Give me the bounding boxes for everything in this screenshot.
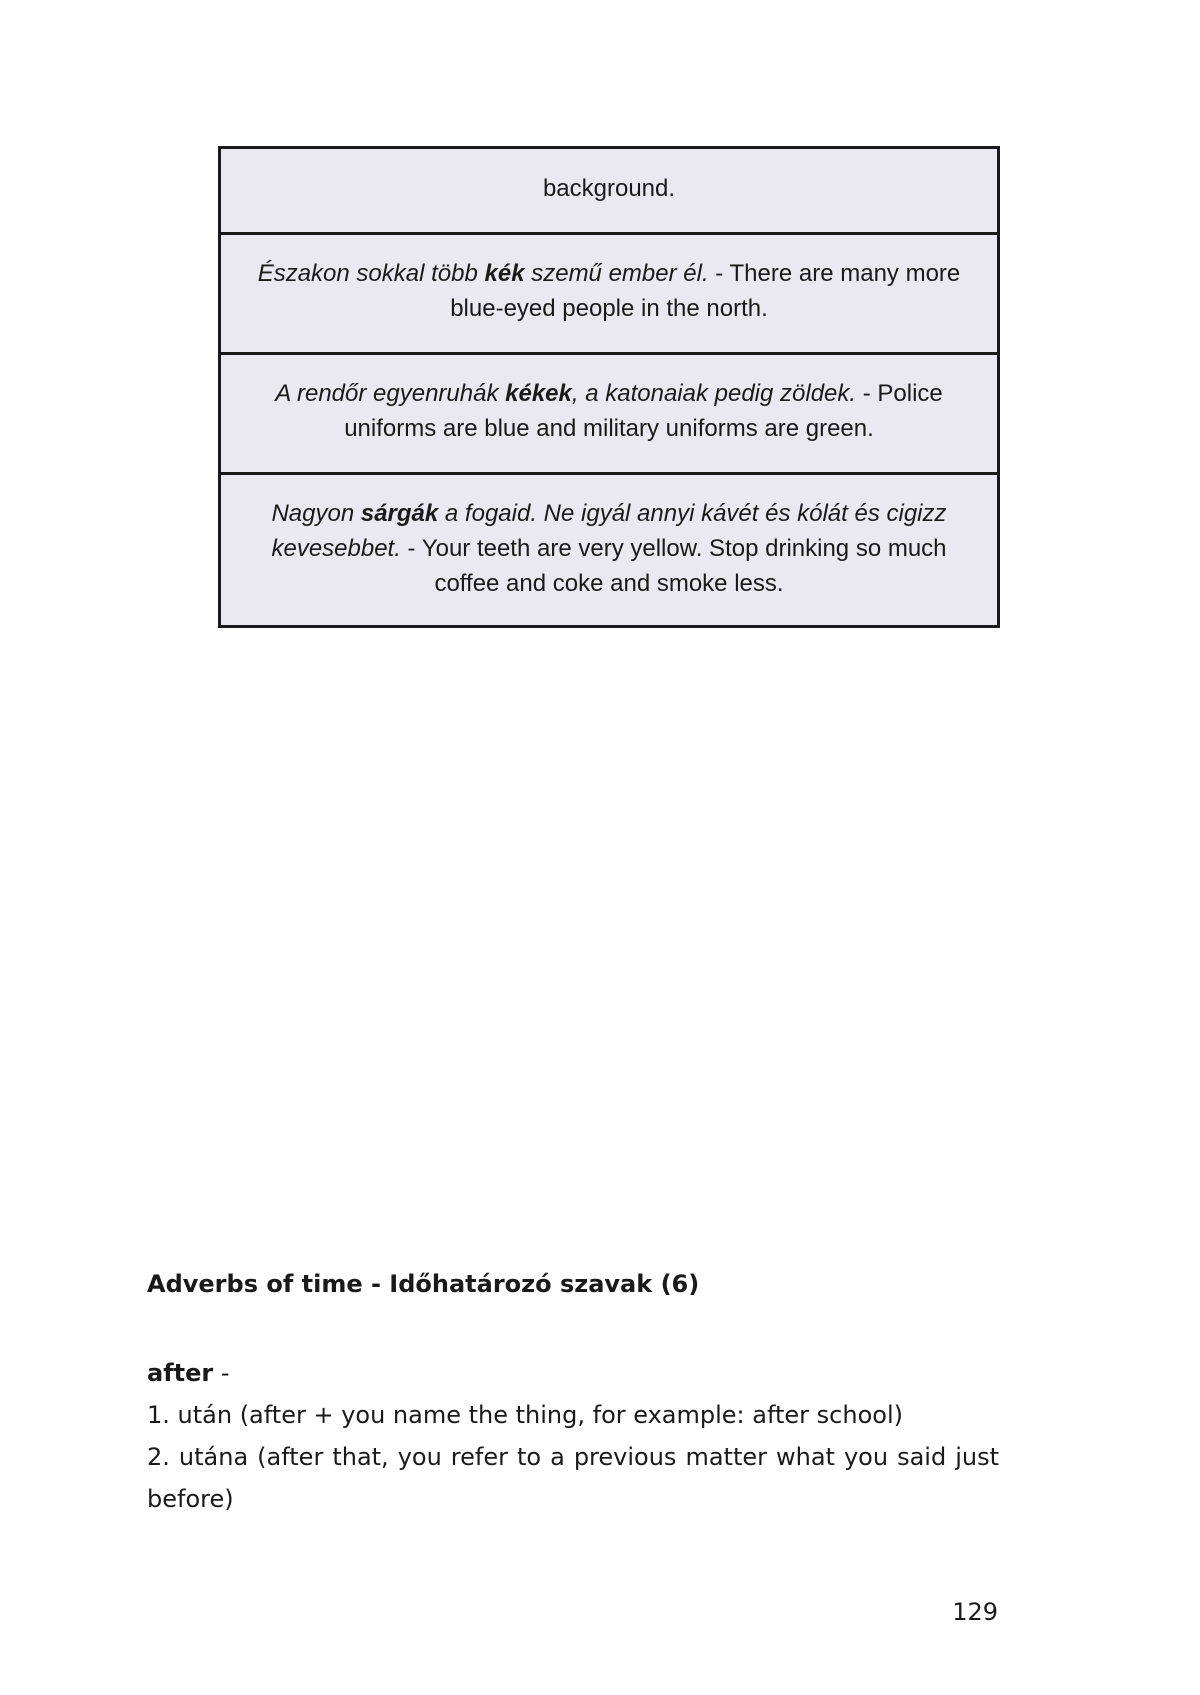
- row-text-segment: kék: [484, 260, 525, 287]
- vocabulary-entry: [147, 1352, 999, 1520]
- example-sentences-table: [218, 146, 1000, 628]
- row-text-segment: A rendőr egyenruhák: [275, 380, 506, 407]
- entry-meaning-1: 1. után (after + you name the thing, for example: after school): [147, 1401, 903, 1429]
- row-text-segment: - Your teeth are very yellow. Stop drinking so much coffee and coke and smoke less.: [400, 535, 947, 597]
- row-text-segment: Nagyon: [271, 500, 361, 527]
- entry-term-line: [147, 1352, 999, 1394]
- page-number: 129: [952, 1598, 998, 1626]
- row-text-segment: Északon sokkal több: [257, 260, 485, 287]
- row-text-segment: - Police uniforms are blue and military uniforms are green.: [344, 380, 943, 442]
- entry-meaning-2: 2. utána (after that, you refer to a previous matter what you said just before): [147, 1443, 999, 1513]
- table-row: [221, 149, 997, 232]
- row-text-segment: szemű ember él.: [524, 260, 709, 287]
- row-text-segment: , a katonaiak pedig zöldek.: [571, 380, 857, 407]
- table-row: [221, 472, 997, 625]
- section-heading: Adverbs of time - Időhatározó szavak (6): [147, 1270, 700, 1298]
- row-text-segment: background.: [542, 175, 676, 202]
- row-text-segment: kékek: [505, 380, 572, 407]
- entry-term: after: [147, 1359, 214, 1387]
- row-text-segment: - There are many more blue-eyed people in the north.: [450, 260, 961, 322]
- table-row: [221, 352, 997, 472]
- row-text-segment: a fogaid. Ne igyál annyi kávét és kólát és cigizz kevesebbet.: [271, 500, 947, 562]
- entry-term-separator: -: [213, 1359, 230, 1387]
- row-text-segment: sárgák: [360, 500, 439, 527]
- table-row: [221, 232, 997, 352]
